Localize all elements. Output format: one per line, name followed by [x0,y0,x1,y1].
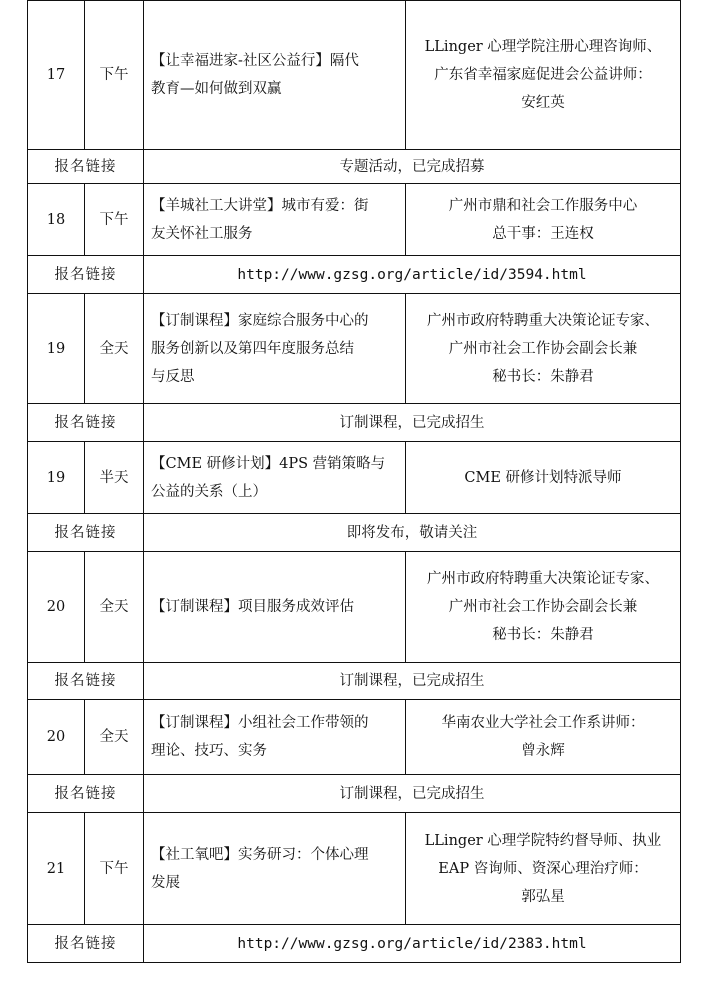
topic-line: 【订制课程】家庭综合服务中心的 [151,312,369,329]
speaker-line: 总干事：王连权 [492,225,594,242]
registration-label: 报名链接 [28,514,144,552]
day-cell: 20 [28,700,85,775]
topic-line: 【社工氧吧】实务研习：个体心理 [151,846,369,863]
registration-label: 报名链接 [28,925,144,963]
topic-line: 【订制课程】小组社会工作带领的 [151,715,369,731]
schedule-row [28,1,681,150]
speaker-cell [406,442,681,514]
topic-line: 【订制课程】项目服务成效评估 [151,599,354,615]
schedule-row [28,184,681,256]
topic-cell [144,442,406,514]
speaker-line: 郭弘星 [521,888,565,905]
time-cell: 全天 [85,552,144,663]
speaker-cell [406,552,681,663]
topic-line: 理论、技巧、实务 [151,743,267,759]
registration-label: 报名链接 [28,404,144,442]
speaker-line: 安红英 [521,95,565,111]
registration-label: 报名链接 [28,663,144,700]
registration-status: 订制课程，已完成招生 [144,404,681,442]
registration-row [28,256,681,294]
topic-cell [144,813,406,925]
schedule-table [27,0,681,963]
speaker-cell [406,700,681,775]
time-cell: 半天 [85,442,144,514]
topic-line: 公益的关系（上） [151,483,267,500]
topic-line: 教育—如何做到双赢 [151,81,282,97]
day-cell: 20 [28,552,85,663]
topic-cell [144,294,406,404]
registration-row [28,663,681,700]
registration-status: 订制课程，已完成招生 [144,663,681,700]
speaker-line: 广州市政府特聘重大决策论证专家、 [427,571,659,587]
time-cell: 全天 [85,700,144,775]
schedule-row [28,442,681,514]
day-cell: 21 [28,813,85,925]
topic-line: 【羊城社工大讲堂】城市有爱：街 [151,197,369,214]
speaker-line: 广东省幸福家庭促进会公益讲师： [434,67,652,83]
speaker-line: 广州市政府特聘重大决策论证专家、 [427,312,659,329]
registration-status: 即将发布，敬请关注 [144,514,681,552]
time-cell: 全天 [85,294,144,404]
topic-line: 【CME 研修计划】4PS 营销策略与 [151,455,386,472]
time-cell: 下午 [85,184,144,256]
speaker-line: 广州市社会工作协会副会长兼 [448,599,638,615]
speaker-line: 曾永辉 [521,743,565,759]
schedule-row [28,294,681,404]
speaker-line: 广州市社会工作协会副会长兼 [448,340,638,357]
schedule-row [28,552,681,663]
day-cell: 18 [28,184,85,256]
topic-cell [144,1,406,150]
registration-status: 专题活动，已完成招募 [144,150,681,184]
registration-label: 报名链接 [28,775,144,813]
topic-line: 与反思 [151,368,195,385]
registration-row [28,404,681,442]
day-cell: 19 [28,294,85,404]
speaker-line: LLinger 心理学院注册心理咨询师、 [424,39,662,55]
schedule-row [28,700,681,775]
speaker-cell [406,184,681,256]
registration-label: 报名链接 [28,150,144,184]
time-cell: 下午 [85,1,144,150]
day-cell: 19 [28,442,85,514]
registration-row [28,514,681,552]
topic-line: 【让幸福进家-社区公益行】隔代 [151,53,359,69]
registration-row [28,775,681,813]
speaker-cell [406,813,681,925]
registration-status: 订制课程，已完成招生 [144,775,681,813]
topic-cell [144,700,406,775]
speaker-line: LLinger 心理学院特约督导师、执业 [424,832,662,849]
time-cell: 下午 [85,813,144,925]
registration-label: 报名链接 [28,256,144,294]
speaker-line: 广州市鼎和社会工作服务中心 [448,197,638,214]
speaker-cell [406,1,681,150]
registration-row [28,925,681,963]
topic-cell [144,552,406,663]
day-cell: 17 [28,1,85,150]
speaker-line: 秘书长：朱静君 [492,627,594,643]
speaker-line: EAP 咨询师、资深心理治疗师： [438,860,648,877]
schedule-row [28,813,681,925]
registration-link[interactable]: http://www.gzsg.org/article/id/3594.html [144,256,681,294]
speaker-cell [406,294,681,404]
speaker-line: 秘书长：朱静君 [492,368,594,385]
topic-line: 友关怀社工服务 [151,225,253,242]
speaker-line: CME 研修计划特派导师 [464,469,622,486]
speaker-line: 华南农业大学社会工作系讲师： [441,715,645,731]
registration-row [28,150,681,184]
topic-line: 服务创新以及第四年度服务总结 [151,340,354,357]
topic-line: 发展 [151,874,180,891]
topic-cell [144,184,406,256]
registration-link[interactable]: http://www.gzsg.org/article/id/2383.html [144,925,681,963]
